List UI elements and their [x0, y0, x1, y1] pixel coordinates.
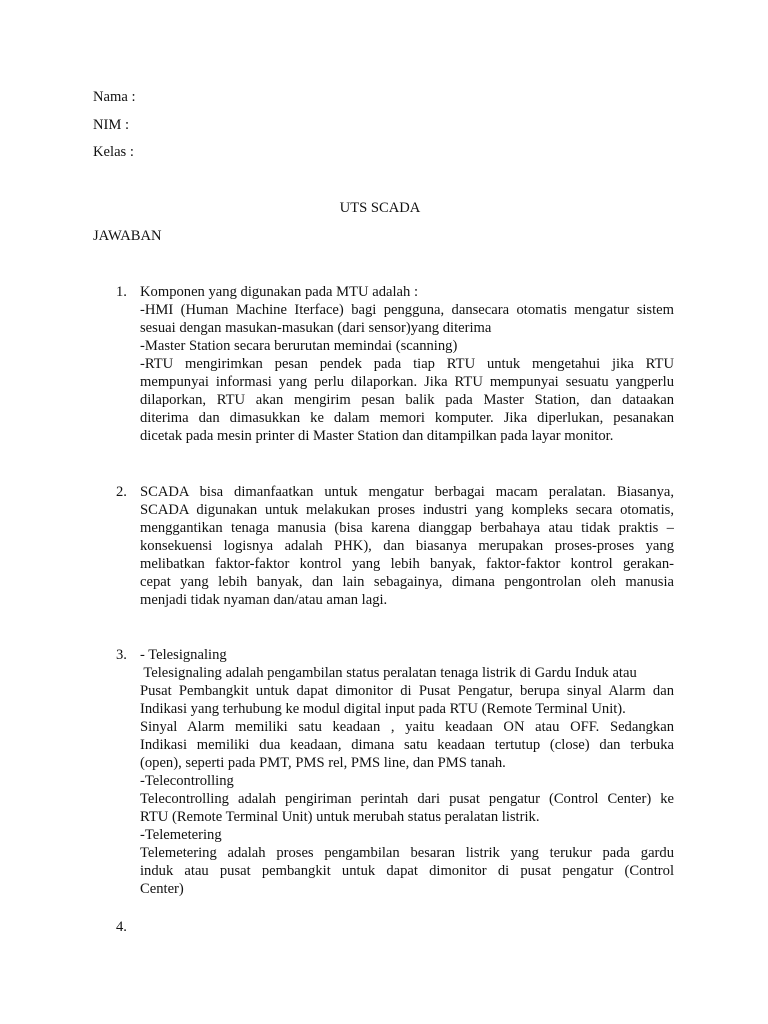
answer-line: dilaporkan, RTU akan mengirim pesan balik pada Master Station, dan dataakan — [140, 392, 674, 408]
answer-line: menjadi tidak nyaman dan/atau aman lagi. — [140, 592, 388, 608]
answer-line: (open), seperti pada PMT, PMS rel, PMS line, dan PMS tanah. — [140, 755, 506, 771]
section-label: JAWABAN — [93, 228, 162, 244]
answer-line: -Telemetering — [140, 827, 222, 843]
answer-line: diterima dan dimasukkan ke dalam memori komputer. Jika diperlukan, pesanakan — [140, 410, 674, 426]
answer-line: sesuai dengan masukan-masukan (dari sensor)yang diterima — [140, 320, 492, 336]
answer-line: SCADA digunakan untuk melakukan proses industri yang kompleks secara otomatis, — [140, 502, 674, 518]
answer-2-number: 2. — [116, 484, 127, 500]
answer-line: cepat yang lebih banyak, dan lain sebagainya, dimana pengontrolan oleh manusia — [140, 574, 674, 590]
answer-line: Indikasi memiliki dua keadaan, dimana satu keadaan tertutup (close) dan terbuka — [140, 737, 674, 753]
answer-line: -HMI (Human Machine Iterface) bagi pengguna, dansecara otomatis mengatur sistem — [140, 302, 674, 318]
answer-line: melibatkan faktor-faktor kontrol yang lebih banyak, faktor-faktor kontrol gerakan- — [140, 556, 674, 572]
answer-line: Sinyal Alarm memiliki satu keadaan , yaitu keadaan ON atau OFF. Sedangkan — [140, 719, 674, 735]
answer-line: induk atau pusat pembangkit untuk dapat dimonitor di pusat pengatur (Control — [140, 863, 674, 879]
answer-line: konsekuensi logisnya adalah PHK), dan biasanya merupakan proses-proses yang — [140, 538, 674, 554]
answer-line: mempunyai informasi yang perlu dilaporkan. Jika RTU mempunyai sesuatu yangperlu — [140, 374, 674, 390]
answer-line: Telemetering adalah proses pengambilan besaran listrik yang terukur pada gardu — [140, 845, 674, 861]
answer-1-number: 1. — [116, 284, 127, 300]
answer-line: Komponen yang digunakan pada MTU adalah : — [140, 284, 419, 300]
nama-label: Nama : — [93, 89, 136, 105]
answer-4-number: 4. — [116, 919, 127, 935]
answer-3-number: 3. — [116, 647, 127, 663]
answer-1 — [140, 283, 674, 445]
answer-line: Indikasi yang terhubung ke modul digital input pada RTU (Remote Terminal Unit). — [140, 701, 626, 717]
answer-3 — [140, 646, 674, 898]
answer-line: - Telesignaling — [140, 647, 227, 663]
answer-line: -RTU mengirimkan pesan pendek pada tiap RTU untuk mengetahui jika RTU — [140, 356, 674, 372]
answer-line: -Master Station secara berurutan memindai (scanning) — [140, 338, 458, 354]
answer-line: Telesignaling adalah pengambilan status peralatan tenaga listrik di Gardu Induk atau — [140, 665, 637, 681]
answer-2 — [140, 483, 674, 609]
answer-line: Center) — [140, 881, 184, 897]
answer-line: dicetak pada mesin printer di Master Station dan ditampilkan pada layar monitor. — [140, 428, 614, 444]
answer-line: SCADA bisa dimanfaatkan untuk mengatur berbagai macam peralatan. Biasanya, — [140, 484, 674, 500]
answer-line: Telecontrolling adalah pengiriman perintah dari pusat pengatur (Control Center) ke — [140, 791, 674, 807]
answer-line: Pusat Pembangkit untuk dapat dimonitor di Pusat Pengatur, berupa sinyal Alarm dan — [140, 683, 674, 699]
kelas-label: Kelas : — [93, 144, 134, 160]
document-title: UTS SCADA — [339, 200, 421, 216]
nim-label: NIM : — [93, 117, 130, 133]
answer-line: RTU (Remote Terminal Unit) untuk merubah status peralatan listrik. — [140, 809, 540, 825]
answer-line: -Telecontrolling — [140, 773, 234, 789]
answer-line: menggantikan tenaga manusia (bisa karena dianggap berbahaya atau tidak praktis – — [140, 520, 674, 536]
